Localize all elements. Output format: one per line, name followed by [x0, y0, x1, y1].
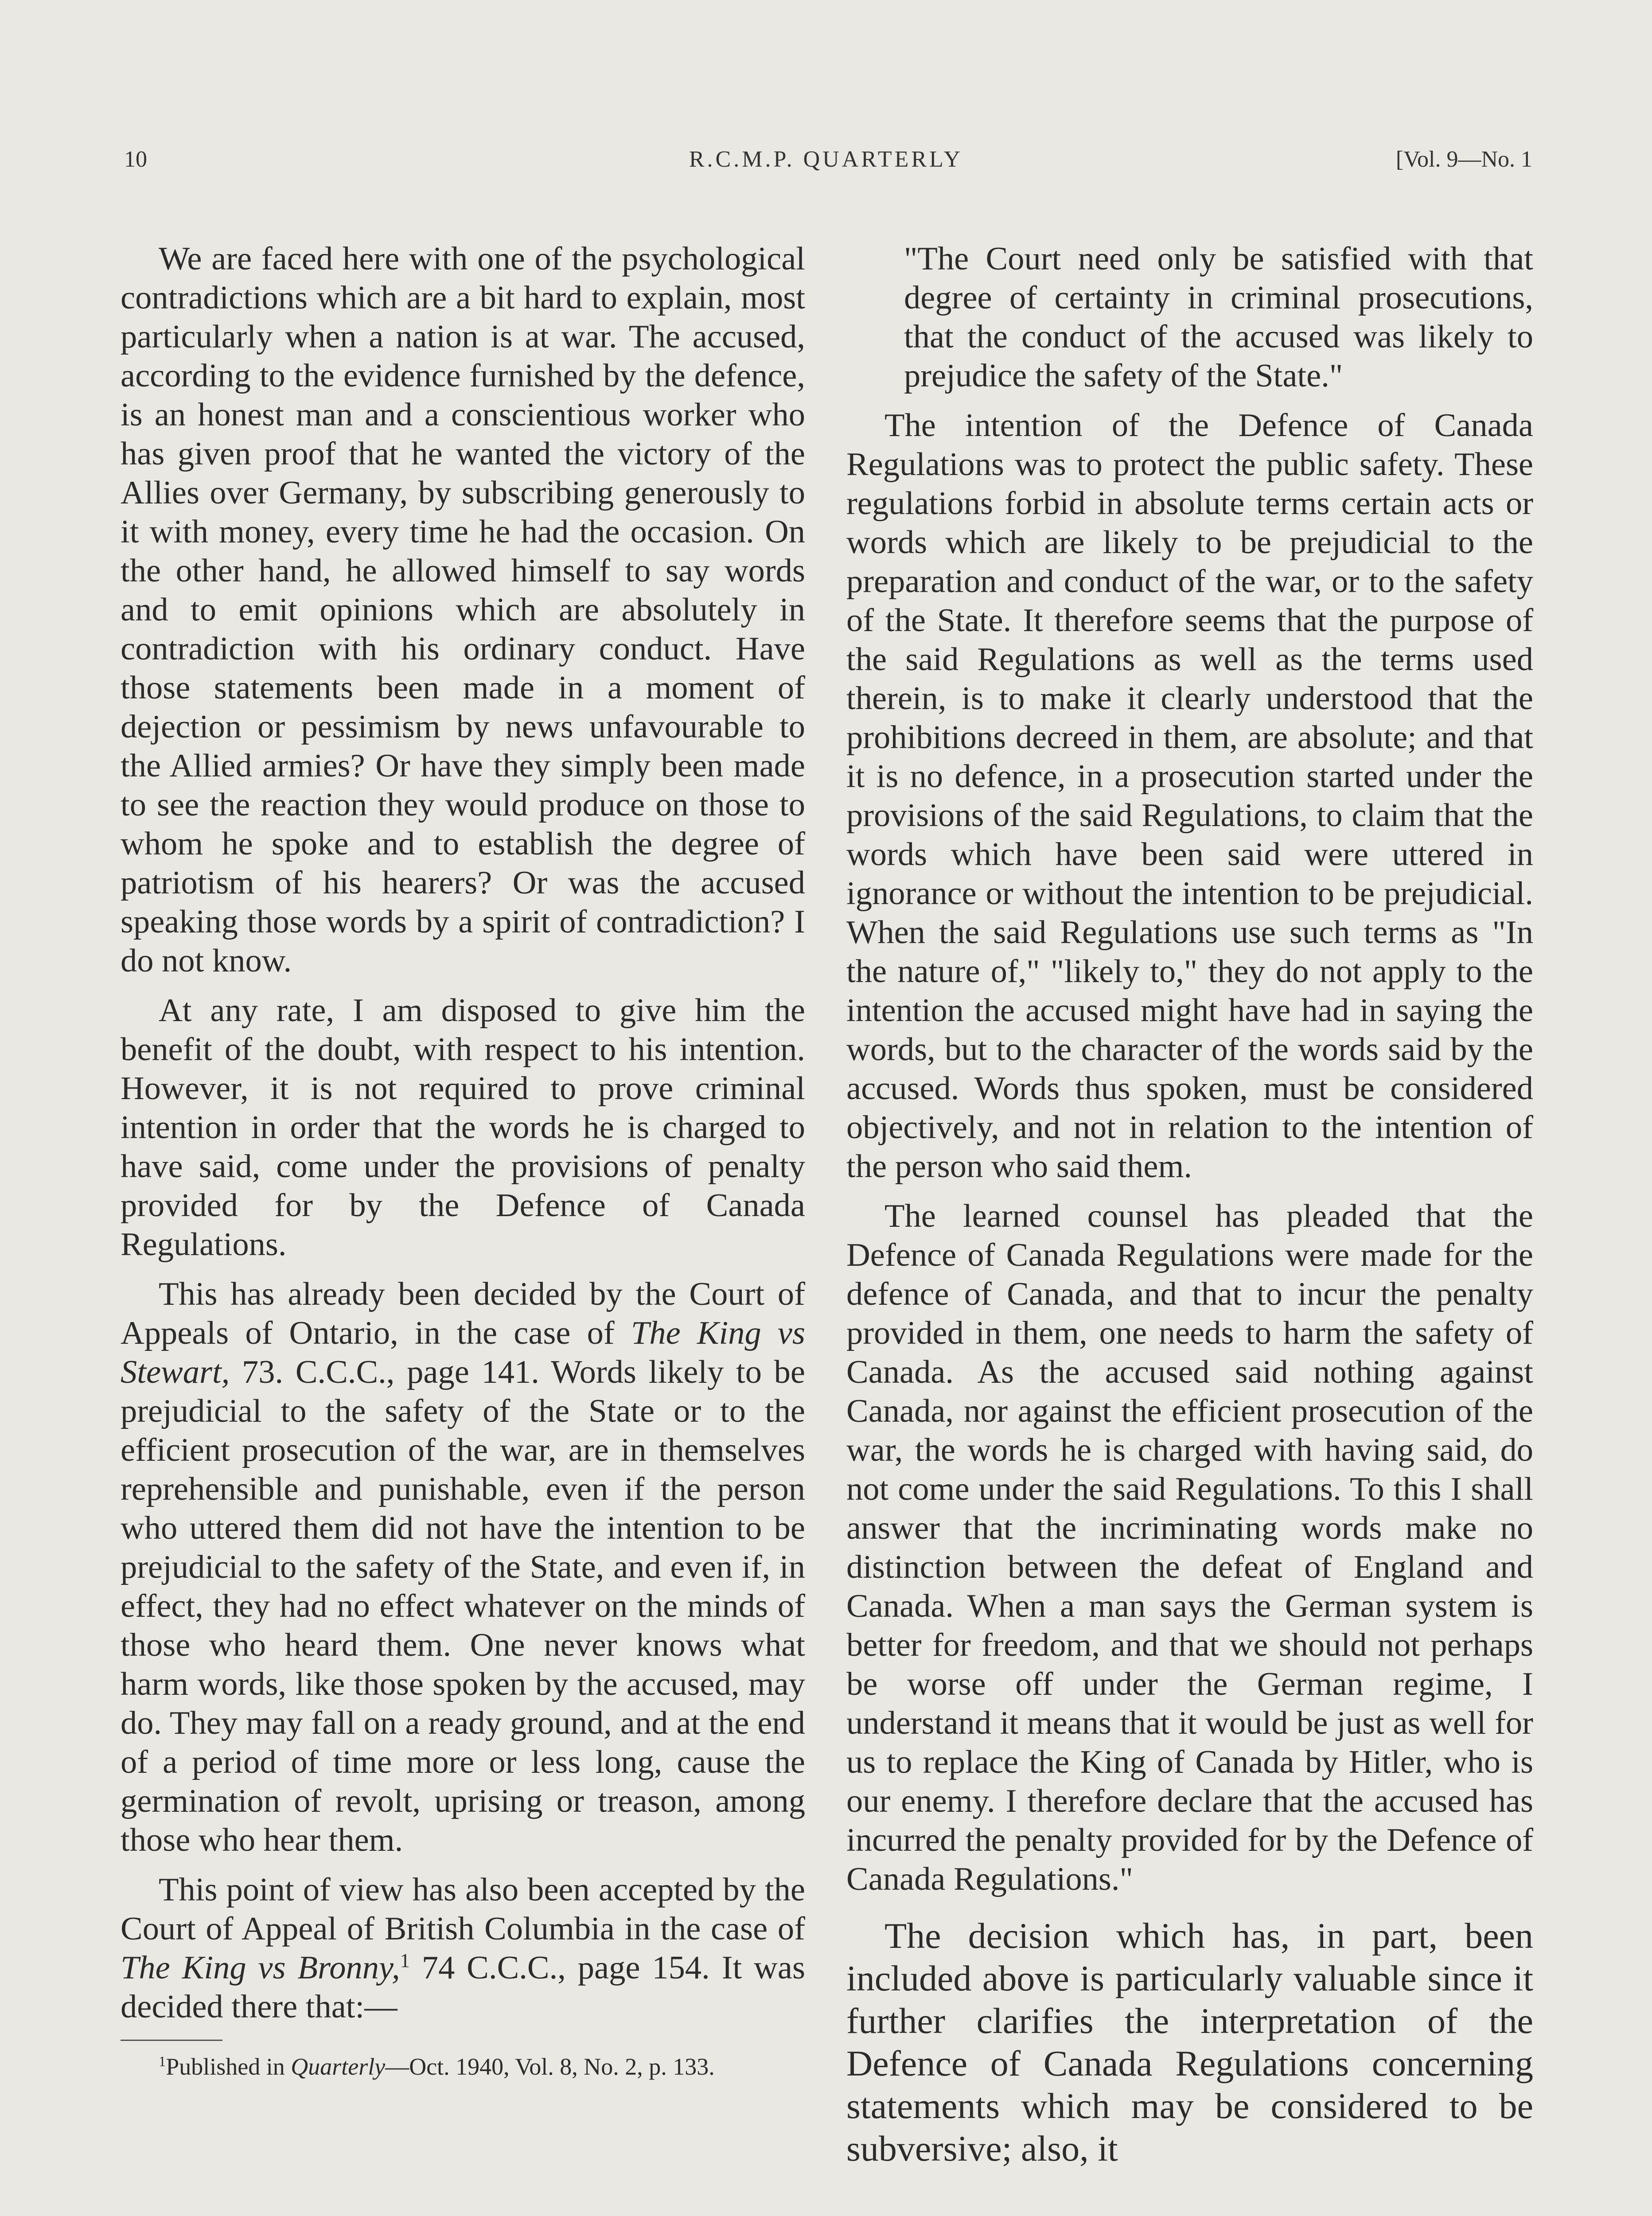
- paragraph: We are faced here with one of the psychological contradictions which are a bit hard to explain, most particularly when a nation is at war. The accused, according to the evidence furnished by the defence, is an honest man and a conscientious worker who has given proof that he wanted the victory of the Allies over Germany, by subscribing generously to it with money, every time he had the occasion. On the other hand, he allowed himself to say words and to emit opinions which are absolutely in contradiction with his ordinary conduct. Have those statements been made in a moment of dejection or pessimism by news unfavourable to the Allied armies? Or have they simply been made to see the reaction they would produce on those to whom he spoke and to establish the degree of patriotism of his hearers? Or was the accused speaking those words by a spirit of contradiction? I do not know.: [121, 241, 805, 979]
- footnote-marker: 1: [400, 1949, 410, 1972]
- paragraph: [121, 1275, 805, 1860]
- page-number: 10: [124, 147, 147, 172]
- right-column: [846, 239, 1533, 2181]
- paragraph: The intention of the Defence of Canada Regulations was to protect the public safety. These regulations forbid in absolute terms certain acts or words which are likely to be prejudicial to the preparation and conduct of the war, or to the safety of the State. It therefore seems that the purpose of the said Regulations as well as the terms used therein, is to make it clearly understood that the prohibitions decreed in them, are absolute; and that it is no defence, in a prosecution started under the provisions of the said Regulations, to claim that the words which have been said were uttered in ignorance or without the intention to be prejudicial. When the said Regulations use such terms as "In the nature of," "likely to," they do not apply to the intention the accused might have had in saying the words, but to the character of the words said by the accused. Words thus spoken, must be considered objectively, and not in relation to the intention of the person who said them.: [846, 407, 1533, 1185]
- footnote-number: 1: [159, 2054, 166, 2070]
- footnote-rule: [121, 2040, 222, 2041]
- text-run: 73. C.C.C., page 141. Words likely to be prejudicial to the safety of the State or to the efficient prosecution of the war, are in themselves reprehensible and punishable, even if the person who uttered them did not have the intention to be prejudicial to the safety of the State, and even if, in effect, they had no effect whatever on the minds of those who heard them. One never knows what harm words, like those spoken by the accused, may do. They may fall on a ready ground, and at the end of a period of time more or less long, cause the germination of revolt, uprising or treason, among those who hear them.: [121, 1354, 805, 1858]
- paragraph: [121, 1870, 805, 2026]
- running-title: R.C.M.P. QUARTERLY: [689, 147, 963, 172]
- footnote: [121, 2052, 805, 2082]
- text-run: —Oct. 1940, Vol. 8, No. 2, p. 133.: [385, 2053, 715, 2080]
- case-name: The King vs Bronny,: [121, 1950, 400, 1986]
- text-run: This point of view has also been accepted by the Court of Appeal of British Columbia in the case of: [121, 1872, 805, 1947]
- block-quote: "The Court need only be satisfied with that degree of certainty in criminal prosecutions, that the conduct of the accused was likely to prejudice the safety of the State.": [904, 241, 1533, 394]
- text-run: This has already been decided by the Court of Appeals of Ontario, in the case of: [121, 1276, 805, 1351]
- volume-label: [Vol. 9—No. 1: [1395, 147, 1532, 172]
- publication-name: Quarterly: [291, 2053, 386, 2080]
- left-column: [121, 239, 805, 2092]
- page-header: [120, 146, 1532, 191]
- text-run: 74 C.C.C., page 154. It was decided there that:—: [121, 1950, 805, 2025]
- paragraph-commentary: The decision which has, in part, been included above is particularly valuable since it further clarifies the interpretation of the Defence of Canada Regulations concerning statements which may be considered to be subversive; also, it: [846, 1916, 1533, 2169]
- paragraph: The learned counsel has pleaded that the Defence of Canada Regulations were made for the defence of Canada, and that to incur the penalty provided in them, one needs to harm the safety of Canada. As the accused said nothing against Canada, nor against the efficient prosecution of the war, the words he is charged with having said, do not come under the said Regulations. To this I shall answer that the incriminating words make no distinction between the defeat of England and Canada. When a man says the German system is better for freedom, and that we should not perhaps be worse off under the German regime, I understand it means that it would be just as well for us to replace the King of Canada by Hitler, who is our enemy. I therefore declare that the accused has incurred the penalty provided for by the Defence of Canada Regulations.": [846, 1198, 1533, 1897]
- case-name: The King vs Stewart,: [121, 1315, 805, 1390]
- paragraph: At any rate, I am disposed to give him the benefit of the doubt, with respect to his intention. However, it is not required to prove criminal intention in order that the words he is charged to have said, come under the provisions of penalty provided for by the Defence of Canada Regulations.: [121, 992, 805, 1263]
- text-run: Published in: [166, 2053, 291, 2080]
